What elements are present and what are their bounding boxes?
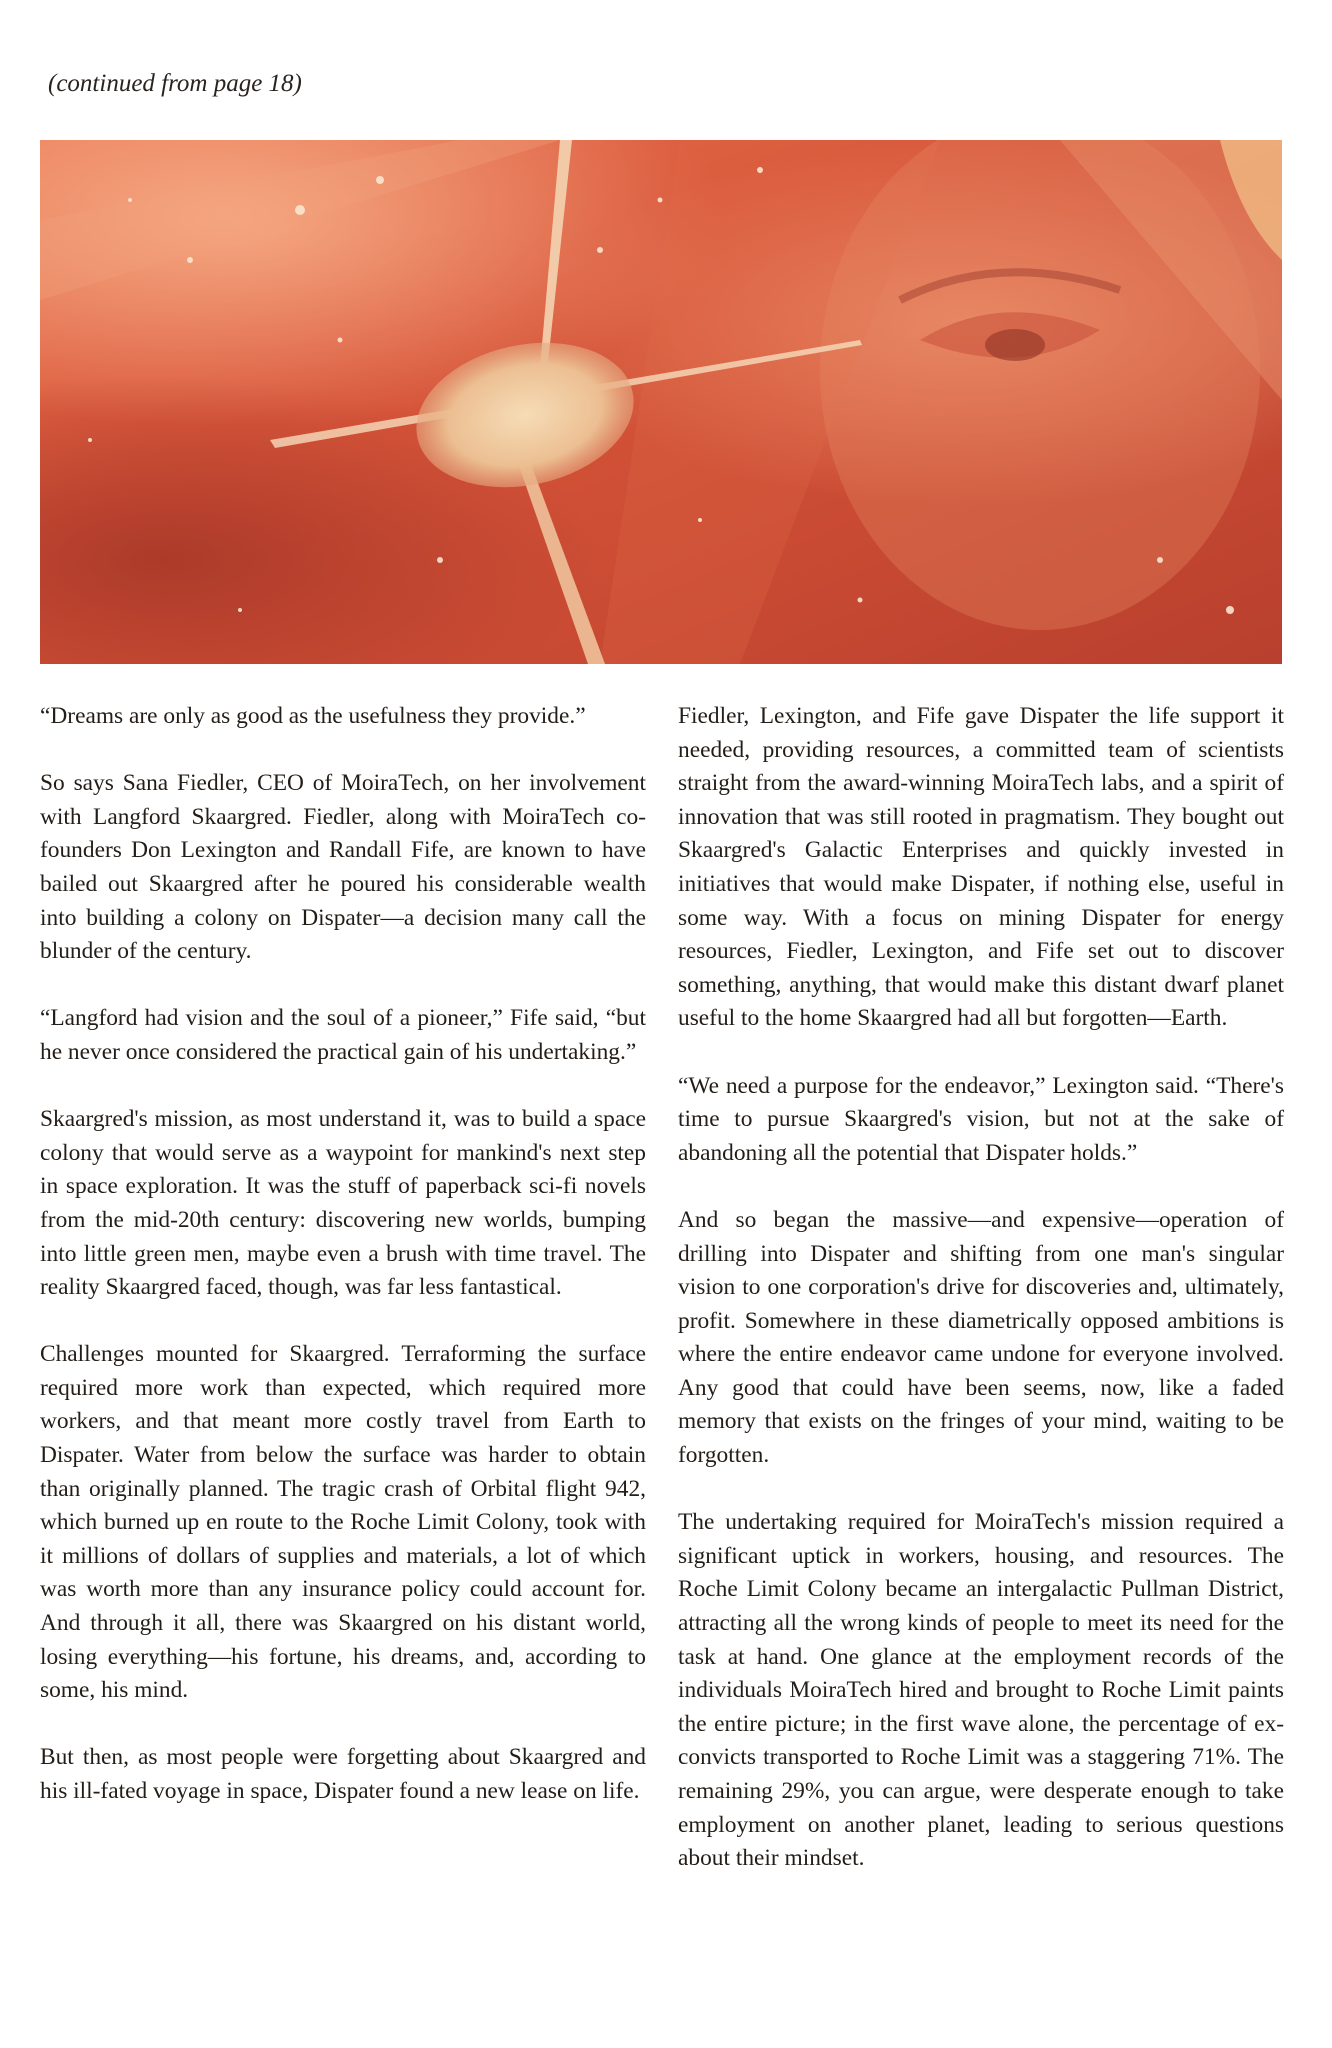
paragraph: Challenges mounted for Skaargred. Terraforming the surface required more work than expected, which required more workers, and that meant more costly travel from Earth to Dispater. Water from below the surface was harder to obtain than originally planned. The tragic crash of Orbital flight 942, which burned up en route to the Roche Limit Colony, took with it millions of dollars of supplies and materials, a lot of which was worth more than any insurance policy could account for. And through it all, there was Skaargred on his distant world, losing everything—his fortune, his dreams, and, according to some, his mind. — [40, 1341, 646, 1704]
paragraph: So says Sana Fiedler, CEO of MoiraTech, on her involvement with Langford Skaargred. Fiedler, along with MoiraTech co-founders Don Lexington and Randall Fife, are known to have bailed out Skaargred after he poured his considerable wealth into building a colony on Dispater—a decision many call the blunder of the century. — [40, 770, 646, 965]
article-column-right — [678, 700, 1284, 1876]
continued-note: (continued from page 18) — [48, 70, 302, 97]
paragraph: “We need a purpose for the endeavor,” Lexington said. “There's time to pursue Skaargred's vision, but not at the sake of abandoning all the potential that Dispater holds.” — [678, 1072, 1284, 1166]
paragraph: “Langford had vision and the soul of a pioneer,” Fife said, “but he never once considered the practical gain of his undertaking.” — [40, 1005, 646, 1065]
header-illustration — [40, 140, 1282, 664]
paragraph: The undertaking required for MoiraTech's mission required a significant uptick in workers, housing, and resources. The Roche Limit Colony became an intergalactic Pullman District, attracting all the wrong kinds of people to meet its need for the task at hand. One glance at the employment records of the individuals MoiraTech hired and brought to Roche Limit paints the entire picture; in the first wave alone, the percentage of ex-convicts transported to Roche Limit was a staggering 71%. The remaining 29%, you can argue, were desperate enough to take employment on another planet, leading to serious questions about their mindset. — [678, 1509, 1284, 1872]
paragraph: Fiedler, Lexington, and Fife gave Dispater the life support it needed, providing resources, a committed team of scientists straight from the award-winning MoiraTech labs, and a spirit of innovation that was still rooted in pragmatism. They bought out Skaargred's Galactic Enterprises and quickly invested in initiatives that would make Dispater, if nothing else, useful in some way. With a focus on mining Dispater for energy resources, Fiedler, Lexington, and Fife set out to discover something, anything, that would make this distant dwarf planet useful to the home Skaargred had all but forgotten—Earth. — [678, 703, 1284, 1032]
paragraph: “Dreams are only as good as the usefulness they provide.” — [40, 703, 586, 729]
paragraph: Skaargred's mission, as most understand it, was to build a space colony that would serve as a waypoint for mankind's next step in space exploration. It was the stuff of paperback sci-fi novels from the mid-20th century: discovering new worlds, bumping into little green men, maybe even a brush with time travel. The reality Skaargred faced, though, was far less fantastical. — [40, 1106, 646, 1301]
paragraph: But then, as most people were forgetting about Skaargred and his ill-fated voyage in space, Dispater found a new lease on life. — [40, 1744, 646, 1804]
article-column-left — [40, 700, 646, 1809]
paragraph: And so began the massive—and expensive—operation of drilling into Dispater and shifting from one man's singular vision to one corporation's drive for discoveries and, ultimately, profit. Somewhere in these diametrically opposed ambitions is where the entire endeavor came undone for everyone involved. Any good that could have been seems, now, like a faded memory that exists on the fringes of your mind, waiting to be forgotten. — [678, 1206, 1284, 1469]
